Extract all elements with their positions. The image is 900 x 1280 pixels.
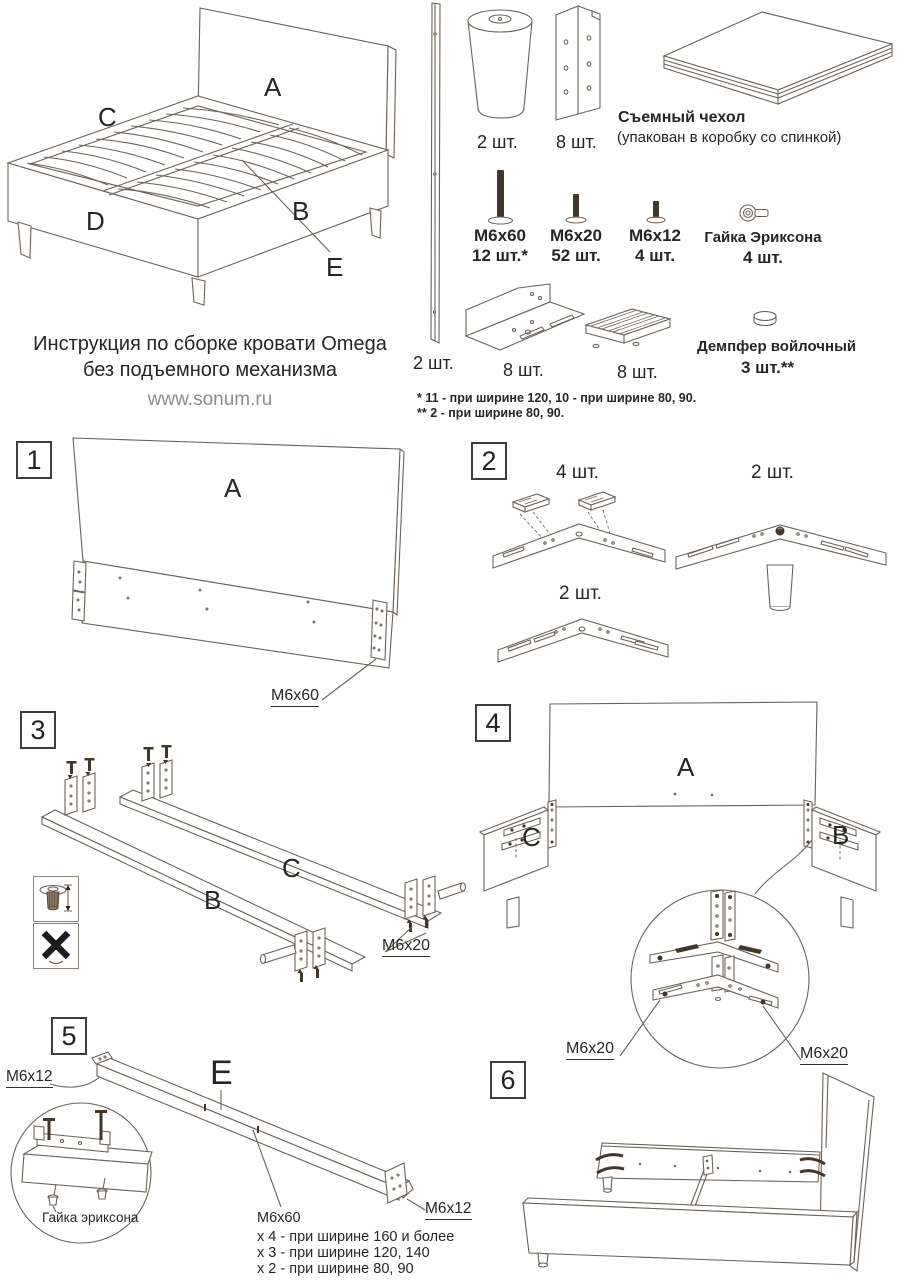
step-4-label-c: C: [522, 822, 541, 852]
step-4-label-a: A: [677, 752, 695, 782]
corner-angle-part-drawing: [548, 2, 610, 124]
nut-flush-hint-box: [33, 876, 79, 922]
corner-plate: [498, 619, 668, 662]
overview-label-e: E: [326, 252, 344, 282]
leg-qty: 2 шт.: [477, 132, 518, 152]
slat-holders: [513, 492, 615, 512]
felt-damper-drawing: [751, 308, 781, 330]
leg: [767, 565, 793, 607]
slat-holder-qty: 8 шт.: [617, 362, 658, 382]
zoom-leader-curve: [755, 840, 812, 894]
step-3-label-b: B: [204, 885, 222, 915]
bolt-m6x20-qty: 52 шт.: [551, 246, 601, 265]
step-3-number-text: 3: [30, 714, 46, 745]
bolt-leader-line: [322, 659, 376, 700]
step-4-label-b: B: [832, 820, 850, 850]
bolt-m6x20-name: M6x20: [550, 226, 602, 245]
step-2-qty-1: 4 шт.: [556, 462, 599, 483]
step-2-qty-3: 2 шт.: [559, 583, 602, 604]
step-5-note-line3: х 2 - при ширине 80, 90: [257, 1261, 414, 1277]
step-5-bolt-label-right: M6x12: [425, 1200, 472, 1220]
do-not-hint-box: [33, 923, 79, 969]
page-title-line2: без подъемного механизма: [82, 359, 338, 381]
bolt-m6x60-drawing: [488, 168, 514, 226]
rail-c-shape: [120, 745, 466, 932]
trim-strip-qty: 2 шт.: [413, 353, 454, 373]
step-2-number: [471, 442, 507, 480]
step-6-drawing: [460, 1040, 900, 1280]
step-2-plate-with-leg-drawing: [668, 495, 896, 620]
right-bolt-leader: [407, 1199, 425, 1210]
step-1-bolt-label: M6x60: [271, 687, 319, 707]
footnote-2: ** 2 - при ширине 80, 90.: [417, 406, 565, 420]
bolt-m6x12-qty: 4 шт.: [635, 246, 675, 265]
nut-depth-icon: [34, 877, 78, 921]
footboard-shape: [523, 1198, 857, 1267]
step-5-nut-label: Гайка эриксона: [42, 1210, 139, 1225]
bolt-m6x12-name: M6x12: [629, 226, 681, 245]
page-title-line1: Инструкция по сборке кровати Omega: [33, 333, 387, 355]
website-text: www.sonum.ru: [147, 389, 273, 410]
felt-damper-qty: 3 шт.**: [741, 358, 795, 377]
overview-label-a: A: [264, 72, 282, 102]
bed-overview-drawing: [0, 0, 420, 330]
step-1-label-a: A: [224, 473, 242, 503]
erickson-nut-drawing: [738, 202, 772, 224]
bolt-m6x60-name: M6x60: [474, 226, 526, 245]
corner-angle-qty: 8 шт.: [556, 132, 597, 152]
step-4-bolt-label-right: M6x20: [800, 1045, 848, 1065]
step-6-number-text: 6: [500, 1064, 516, 1095]
trim-strip-part-drawing: [424, 2, 450, 348]
step-3-label-c: C: [282, 853, 301, 883]
cover-name: Съемный чехол: [618, 109, 746, 126]
step-5-bolt-label-top: M6x12: [6, 1068, 53, 1088]
step-2-plate-with-holders-drawing: [487, 490, 672, 585]
step-1-number: [16, 441, 52, 479]
big-bracket-part-drawing: [462, 280, 590, 354]
step-5-label-e: E: [210, 1054, 233, 1092]
bolt-m6x60-qty: 12 шт.*: [472, 246, 528, 265]
erickson-nut-name: Гайка Эриксона: [704, 229, 822, 246]
bolt-m6x12-drawing: [646, 199, 668, 226]
step-2-plain-plate-drawing: [492, 605, 682, 675]
step-4-number-text: 4: [485, 707, 501, 738]
slat-holder-part-drawing: [580, 303, 675, 353]
step-2-qty-2: 2 шт.: [751, 462, 794, 483]
step-5-number-text: 5: [61, 1020, 77, 1051]
cross-x-icon: [34, 924, 78, 968]
step-5-note-title: M6x60: [257, 1210, 301, 1226]
step-4-bolt-label-left: M6x20: [566, 1040, 614, 1060]
cover-note: (упакован в коробку со спинкой): [617, 129, 842, 146]
felt-damper-name: Демпфер войлочный: [697, 338, 857, 355]
overview-label-c: C: [98, 102, 117, 132]
overview-label-b: B: [292, 196, 310, 226]
step-5-note-line2: х 3 - при ширине 120, 140: [257, 1245, 430, 1261]
step-3-number: [20, 711, 56, 749]
cover-part-drawing: [658, 8, 898, 112]
corner-plate: [493, 524, 665, 568]
step-5-note-line1: х 4 - при ширине 160 и более: [257, 1229, 455, 1245]
bolt-m6x20-drawing: [565, 192, 589, 226]
footnote-1: * 11 - при ширине 120, 10 - при ширине 80, 90.: [417, 391, 697, 405]
step-3-bolt-label: M6x20: [382, 937, 430, 957]
step-1-number-text: 1: [26, 444, 42, 475]
leg-part-drawing: [466, 6, 534, 120]
erickson-nut-qty: 4 шт.: [743, 248, 783, 267]
step-2-number-text: 2: [481, 445, 497, 476]
big-bracket-qty: 8 шт.: [503, 360, 544, 380]
overview-label-d: D: [86, 206, 105, 236]
